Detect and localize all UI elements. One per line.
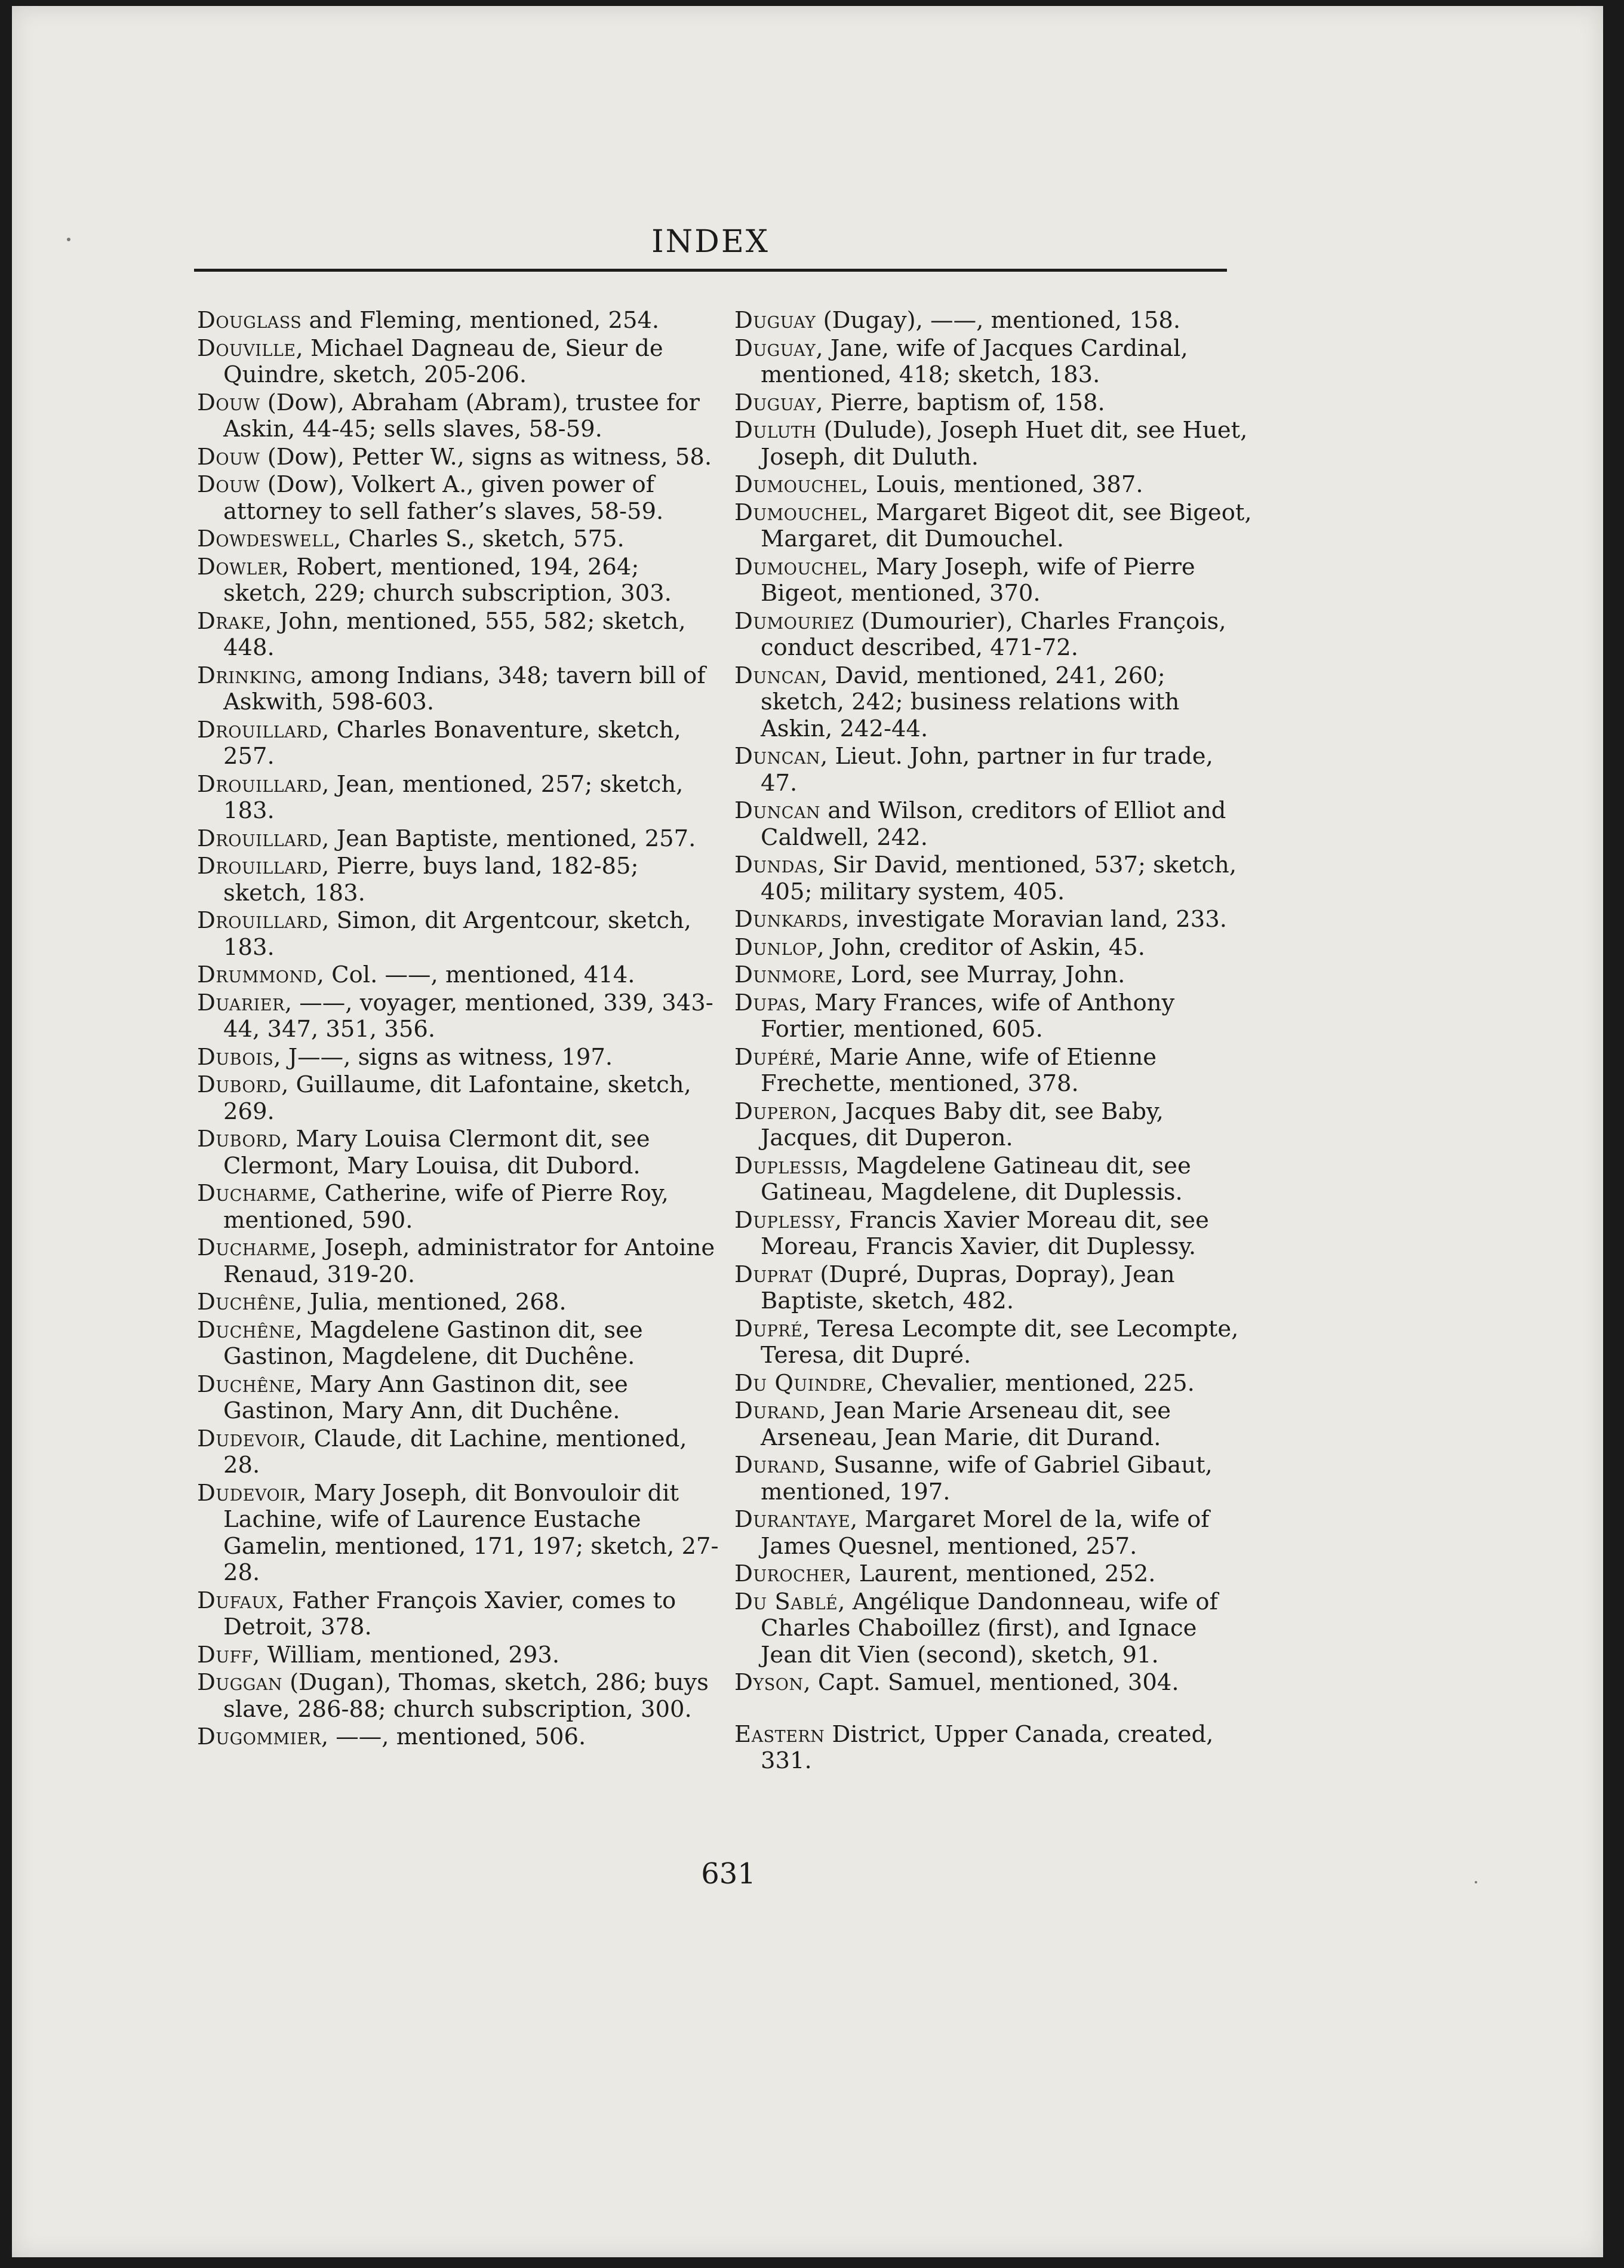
entry-heading: Douglass: [197, 307, 302, 334]
entry-heading: Dubois: [197, 1043, 274, 1071]
entry-heading: Dowdeswell: [197, 525, 334, 552]
entry-text: , Francis Xavier Moreau dit, see Moreau, Francis Xavier, dit Duplessy.: [761, 1206, 1209, 1260]
entry-text: , William, mentioned, 293.: [253, 1641, 560, 1668]
index-entry: [197, 1289, 722, 1316]
index-entry: [734, 1507, 1254, 1560]
entry-text: (Dow), Petter W., signs as witness, 58.: [260, 443, 712, 471]
index-entry: [734, 1670, 1254, 1697]
entry-text: , Mary Joseph, wife of Pierre Bigeot, mentioned, 370.: [761, 553, 1195, 607]
index-entry: [197, 1642, 722, 1669]
entry-heading: Du Sablé: [734, 1588, 838, 1615]
entry-heading: Dowler: [197, 553, 282, 580]
entry-text: , John, creditor of Askin, 45.: [817, 933, 1146, 961]
index-entry: [734, 1316, 1254, 1369]
entry-text: , Mary Joseph, dit Bonvouloir dit Lachine, wife of Laurence Eustache Gamelin, mentioned, 171, 197; sketch, 27-28.: [223, 1479, 719, 1586]
entry-heading: Dumouchel: [734, 553, 862, 580]
entry-text: , Pierre, buys land, 182-85; sketch, 183.: [223, 853, 639, 906]
index-entry: [197, 908, 722, 961]
entry-text: and Fleming, mentioned, 254.: [302, 307, 660, 334]
entry-heading: Durand: [734, 1452, 819, 1479]
entry-heading: Dubord: [197, 1071, 282, 1098]
entry-text: and Wilson, creditors of Elliot and Caldwell, 242.: [761, 797, 1226, 851]
entry-text: , Angélique Dandonneau, wife of Charles Chaboillez (first), and Ignace Jean dit Vien (second), sketch, 91.: [761, 1588, 1218, 1668]
entry-text: , among Indians, 348; tavern bill of Askwith, 598-603.: [223, 662, 706, 715]
entry-heading: Drouillard: [197, 716, 322, 743]
entry-text: , Jane, wife of Jacques Cardinal, mentioned, 418; sketch, 183.: [761, 334, 1188, 388]
index-column-right: [734, 308, 1254, 1776]
index-entry: [734, 1044, 1254, 1098]
entry-heading: Drouillard: [197, 907, 322, 934]
index-entry: [197, 1724, 722, 1751]
entry-text: , Father François Xavier, comes to Detroit, 378.: [223, 1587, 676, 1640]
entry-heading: Dudevoir: [197, 1479, 300, 1507]
entry-heading: Douw: [197, 443, 260, 471]
index-page: [12, 6, 1603, 2257]
index-entry: [197, 1044, 722, 1071]
index-entry: [734, 1452, 1254, 1505]
index-entry: [197, 1181, 722, 1234]
entry-text: (Dugay), ——, mentioned, 158.: [816, 307, 1181, 334]
entry-heading: Dupas: [734, 989, 800, 1016]
index-entry: [734, 308, 1254, 334]
entry-text: , investigate Moravian land, 233.: [842, 906, 1227, 933]
page-header: [194, 218, 1227, 272]
entry-heading: Dumouriez: [734, 607, 854, 635]
page-number: 631: [701, 1857, 756, 1891]
entry-heading: Ducharme: [197, 1234, 310, 1261]
entry-text: (Dumourier), Charles François, conduct described, 471-72.: [761, 607, 1226, 661]
entry-heading: Duncan: [734, 797, 821, 824]
index-entry: [197, 990, 722, 1043]
entry-heading: Duchêne: [197, 1289, 296, 1316]
entry-heading: Drouillard: [197, 825, 322, 852]
entry-heading: Durand: [734, 1397, 819, 1424]
index-entry: [197, 1372, 722, 1425]
entry-text: District, Upper Canada, created, 331.: [761, 1720, 1214, 1774]
entry-text: , Mary Frances, wife of Anthony Fortier, mentioned, 605.: [761, 989, 1175, 1043]
index-entry: [197, 1480, 722, 1587]
index-entry: [734, 500, 1254, 553]
entry-heading: Dupéré: [734, 1043, 815, 1071]
entry-text: , Mary Louisa Clermont dit, see Clermont, Mary Louisa, dit Dubord.: [223, 1126, 650, 1179]
entry-text: , Julia, mentioned, 268.: [295, 1289, 567, 1316]
entry-text: , Catherine, wife of Pierre Roy, mentioned, 590.: [223, 1180, 669, 1234]
entry-heading: Douw: [197, 389, 260, 416]
index-entry: [734, 990, 1254, 1043]
index-entry: [734, 609, 1254, 662]
index-entry: [197, 336, 722, 389]
entry-heading: Drake: [197, 607, 265, 635]
entry-text: , Jacques Baby dit, see Baby, Jacques, dit Duperon.: [761, 1098, 1164, 1151]
index-entry: [197, 717, 722, 770]
entry-heading: Dupré: [734, 1315, 803, 1342]
entry-text: , Sir David, mentioned, 537; sketch, 405; military system, 405.: [761, 852, 1237, 905]
entry-heading: Dumouchel: [734, 471, 862, 498]
index-entry: [734, 1207, 1254, 1261]
index-entry: [734, 554, 1254, 607]
index-entry: [734, 798, 1254, 851]
entry-heading: Dumouchel: [734, 499, 862, 526]
entry-text: , ——, mentioned, 506.: [321, 1723, 586, 1750]
index-entry: [734, 1722, 1254, 1775]
entry-text: , Marie Anne, wife of Etienne Frechette, mentioned, 378.: [761, 1043, 1157, 1097]
index-entry: [197, 1588, 722, 1641]
index-entry: [734, 663, 1254, 743]
index-entry: [197, 663, 722, 716]
index-entry: [197, 1072, 722, 1125]
entry-text: , David, mentioned, 241, 260; sketch, 242; business relations with Askin, 242-44.: [761, 662, 1180, 742]
entry-heading: Duchêne: [197, 1370, 296, 1398]
entry-heading: Drouillard: [197, 853, 322, 880]
entry-text: , John, mentioned, 555, 582; sketch, 448.: [223, 607, 686, 661]
entry-heading: Drouillard: [197, 770, 322, 798]
index-entry: [197, 390, 722, 443]
entry-text: , Laurent, mentioned, 252.: [844, 1560, 1156, 1587]
entry-heading: Eastern: [734, 1720, 825, 1748]
entry-text: , Lieut. John, partner in fur trade, 47.: [761, 743, 1213, 797]
index-entry: [197, 772, 722, 825]
entry-heading: Duncan: [734, 662, 821, 689]
entry-heading: Duprat: [734, 1261, 813, 1288]
entry-heading: Dunlop: [734, 933, 817, 961]
index-entry: [197, 1426, 722, 1479]
index-entry: [734, 336, 1254, 389]
entry-heading: Douville: [197, 334, 296, 362]
entry-heading: Douw: [197, 471, 260, 498]
index-entry: [734, 1262, 1254, 1315]
entry-heading: Ducharme: [197, 1180, 310, 1207]
entry-text: , Magdelene Gastinon dit, see Gastinon, Magdelene, dit Duchêne.: [223, 1316, 643, 1370]
index-entry: [734, 417, 1254, 471]
index-entry: [197, 962, 722, 989]
index-entry: [734, 1398, 1254, 1451]
index-entry: [734, 1370, 1254, 1397]
index-entry: [197, 472, 722, 525]
page-title: INDEX: [651, 224, 770, 260]
entry-text: , Jean, mentioned, 257; sketch, 183.: [223, 770, 684, 824]
index-entry: [197, 826, 722, 853]
entry-text: , Teresa Lecompte dit, see Lecompte, Teresa, dit Dupré.: [761, 1315, 1239, 1369]
entry-heading: Duncan: [734, 743, 821, 770]
entry-heading: Dufaux: [197, 1587, 278, 1614]
entry-heading: Dyson: [734, 1669, 804, 1696]
entry-heading: Duchêne: [197, 1316, 296, 1344]
entry-heading: Duguay: [734, 307, 816, 334]
entry-text: , ——, voyager, mentioned, 339, 343-44, 347, 351, 356.: [223, 989, 713, 1043]
entry-heading: Durantaye: [734, 1506, 851, 1533]
entry-text: , Pierre, baptism of, 158.: [816, 389, 1105, 416]
entry-text: , Magdelene Gatineau dit, see Gatineau, Magdelene, dit Duplessis.: [761, 1152, 1191, 1206]
paper-speck: [1475, 1881, 1477, 1883]
paper-speck: [67, 238, 70, 241]
entry-text: , Lord, see Murray, John.: [836, 961, 1125, 988]
entry-text: , Col. ——, mentioned, 414.: [316, 961, 635, 988]
entry-heading: Drinking: [197, 662, 296, 689]
index-entry: [734, 390, 1254, 417]
index-entry: [197, 1317, 722, 1370]
entry-heading: Duperon: [734, 1098, 831, 1125]
entry-text: , Susanne, wife of Gabriel Gibaut, mentioned, 197.: [761, 1452, 1213, 1505]
entry-text: , Chevalier, mentioned, 225.: [866, 1369, 1195, 1397]
index-entry: [197, 554, 722, 607]
entry-text: , Simon, dit Argentcour, sketch, 183.: [223, 907, 691, 961]
entry-text: , Joseph, administrator for Antoine Renaud, 319-20.: [223, 1234, 715, 1288]
index-entry: [197, 853, 722, 906]
entry-text: , Claude, dit Lachine, mentioned, 28.: [223, 1425, 687, 1479]
entry-text: (Dow), Volkert A., given power of attorney to sell father’s slaves, 58-59.: [223, 471, 664, 525]
entry-text: , Margaret Morel de la, wife of James Quesnel, mentioned, 257.: [761, 1506, 1210, 1560]
index-entry: [197, 1235, 722, 1288]
index-column-left: [197, 308, 722, 1752]
entry-text: (Dupré, Dupras, Dopray), Jean Baptiste, sketch, 482.: [761, 1261, 1175, 1314]
entry-text: (Dulude), Joseph Huet dit, see Huet, Joseph, dit Duluth.: [761, 417, 1248, 471]
index-entry: [734, 1561, 1254, 1588]
index-entry: [734, 935, 1254, 961]
index-entry: [734, 1589, 1254, 1669]
entry-heading: Drummond: [197, 961, 317, 988]
entry-heading: Duff: [197, 1641, 253, 1668]
entry-text: , Jean Baptiste, mentioned, 257.: [322, 825, 696, 852]
entry-text: , Charles S., sketch, 575.: [333, 525, 625, 552]
entry-heading: Dubord: [197, 1126, 282, 1153]
entry-heading: Duplessy: [734, 1206, 835, 1234]
entry-heading: Duplessis: [734, 1152, 842, 1179]
index-entry: [197, 444, 722, 471]
entry-heading: Dugommier: [197, 1723, 321, 1750]
index-entry: [734, 1153, 1254, 1206]
entry-heading: Du Quindre: [734, 1369, 867, 1397]
entry-text: , Robert, mentioned, 194, 264; sketch, 229; church subscription, 303.: [223, 553, 672, 607]
index-entry: [734, 743, 1254, 797]
entry-heading: Dunkards: [734, 906, 842, 933]
entry-text: , Margaret Bigeot dit, see Bigeot, Margaret, dit Dumouchel.: [761, 499, 1252, 552]
entry-text: , J——, signs as witness, 197.: [273, 1043, 613, 1071]
entry-heading: Durocher: [734, 1560, 845, 1587]
index-entry: [734, 1099, 1254, 1152]
index-entry: [197, 609, 722, 662]
entry-text: , Mary Ann Gastinon dit, see Gastinon, Mary Ann, dit Duchêne.: [223, 1370, 628, 1424]
entry-text: , Guillaume, dit Lafontaine, sketch, 269.: [223, 1071, 691, 1125]
entry-heading: Duggan: [197, 1669, 282, 1696]
index-entry: [734, 472, 1254, 499]
entry-text: , Capt. Samuel, mentioned, 304.: [803, 1669, 1179, 1696]
entry-text: (Dugan), Thomas, sketch, 286; buys slave, 286-88; church subscription, 300.: [223, 1669, 709, 1723]
entry-text: , Louis, mentioned, 387.: [861, 471, 1143, 498]
entry-heading: Duguay: [734, 334, 816, 362]
index-entry: [197, 526, 722, 553]
index-entry: [197, 1670, 722, 1723]
entry-heading: Duarier: [197, 989, 285, 1016]
index-entry: [734, 962, 1254, 989]
entry-heading: Dundas: [734, 852, 818, 878]
entry-heading: Dudevoir: [197, 1425, 300, 1452]
entry-heading: Duguay: [734, 389, 816, 416]
index-entry: [197, 308, 722, 334]
entry-heading: Dunmore: [734, 961, 836, 988]
index-entry: [734, 852, 1254, 905]
entry-text: , Michael Dagneau de, Sieur de Quindre, sketch, 205-206.: [223, 334, 663, 388]
entry-text: , Jean Marie Arseneau dit, see Arseneau, Jean Marie, dit Durand.: [761, 1397, 1171, 1451]
entry-heading: Duluth: [734, 417, 817, 444]
index-entry: [197, 1126, 722, 1179]
index-entry: [734, 906, 1254, 933]
entry-text: , Charles Bonaventure, sketch, 257.: [223, 716, 681, 770]
entry-text: (Dow), Abraham (Abram), trustee for Askin, 44-45; sells slaves, 58-59.: [223, 389, 700, 442]
